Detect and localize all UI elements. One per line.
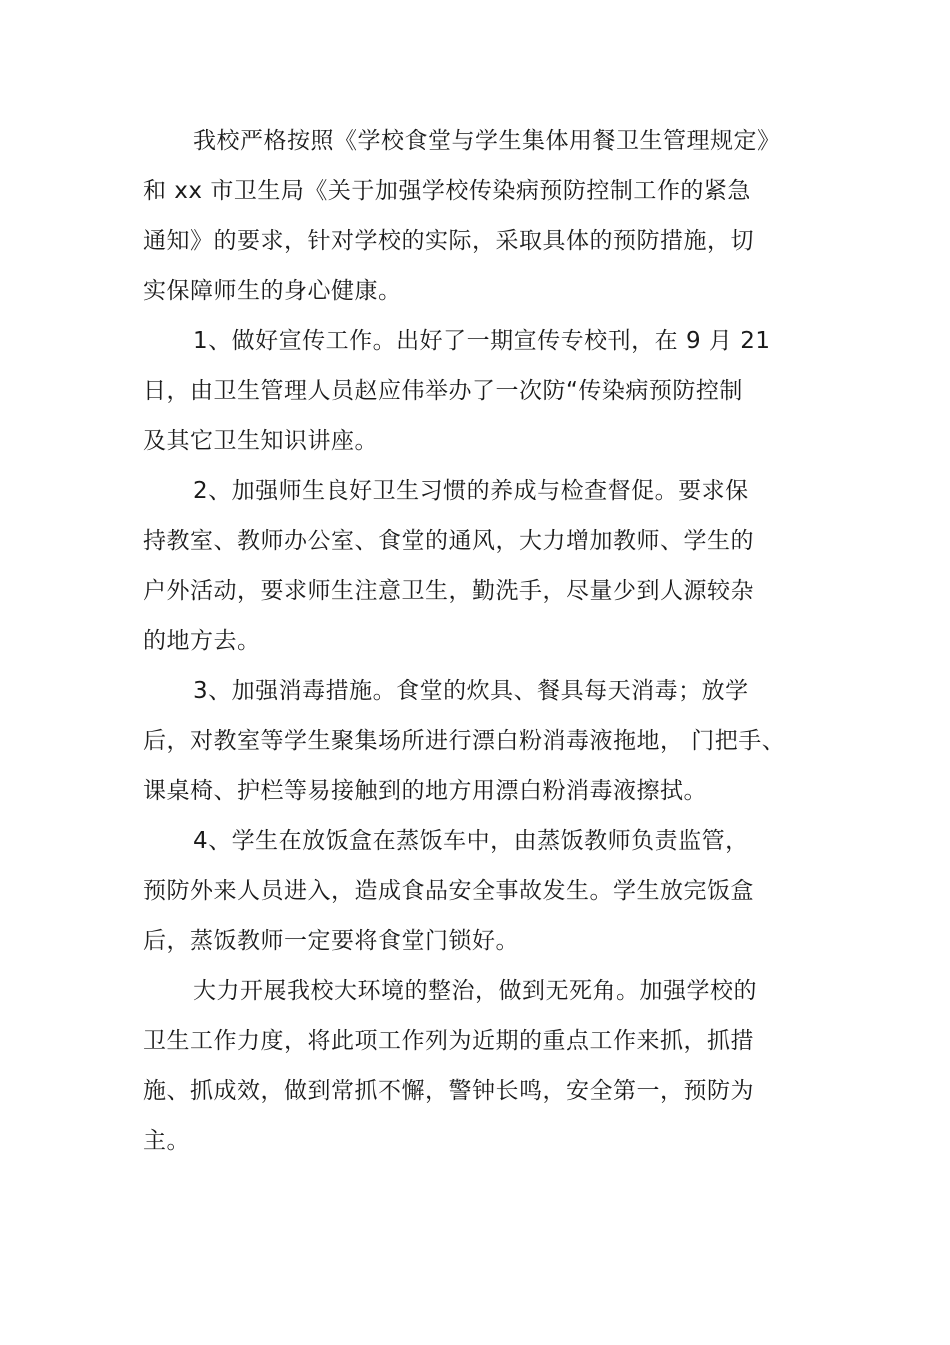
text-line: 大力开展我校大环境的整治，做到无死角。加强学校的 (193, 978, 757, 1004)
text-line: 施、抓成效，做到常抓不懈，警钟长鸣，安全第一，预防为 (143, 1078, 754, 1104)
text-line: 3、加强消毒措施。食堂的炊具、餐具每天消毒；放学 (193, 678, 749, 704)
text-line: 户外活动，要求师生注意卫生，勤洗手，尽量少到人源较杂 (143, 578, 754, 604)
text-line: 我校严格按照《学校食堂与学生集体用餐卫生管理规定》 (193, 128, 781, 154)
text-line: 和 xx 市卫生局《关于加强学校传染病预防控制工作的紧急 (143, 178, 751, 204)
text-line: 主。 (143, 1128, 190, 1154)
text-line: 4、学生在放饭盒在蒸饭车中，由蒸饭教师负责监管， (193, 828, 749, 854)
text-line: 后，对教室等学生聚集场所进行漂白粉消毒液拖地， 门把手、 (143, 728, 786, 754)
text-line: 卫生工作力度，将此项工作列为近期的重点工作来抓，抓措 (143, 1028, 754, 1054)
text-line: 实保障师生的身心健康。 (143, 278, 402, 304)
text-line: 日，由卫生管理人员赵应伟举办了一次防“传染病预防控制 (143, 378, 743, 404)
text-line: 2、加强师生良好卫生习惯的养成与检查督促。要求保 (193, 478, 749, 504)
text-line: 及其它卫生知识讲座。 (143, 428, 378, 454)
text-line: 持教室、教师办公室、食堂的通风，大力增加教师、学生的 (143, 528, 754, 554)
text-line: 后，蒸饭教师一定要将食堂门锁好。 (143, 928, 519, 954)
text-line: 1、做好宣传工作。出好了一期宣传专校刊，在 9 月 21 (193, 328, 771, 354)
text-line: 的地方去。 (143, 628, 261, 654)
text-line: 预防外来人员进入，造成食品安全事故发生。学生放完饭盒 (143, 878, 754, 904)
text-line: 通知》的要求，针对学校的实际，采取具体的预防措施，切 (143, 228, 754, 254)
text-line: 课桌椅、护栏等易接触到的地方用漂白粉消毒液擦拭。 (143, 778, 707, 804)
